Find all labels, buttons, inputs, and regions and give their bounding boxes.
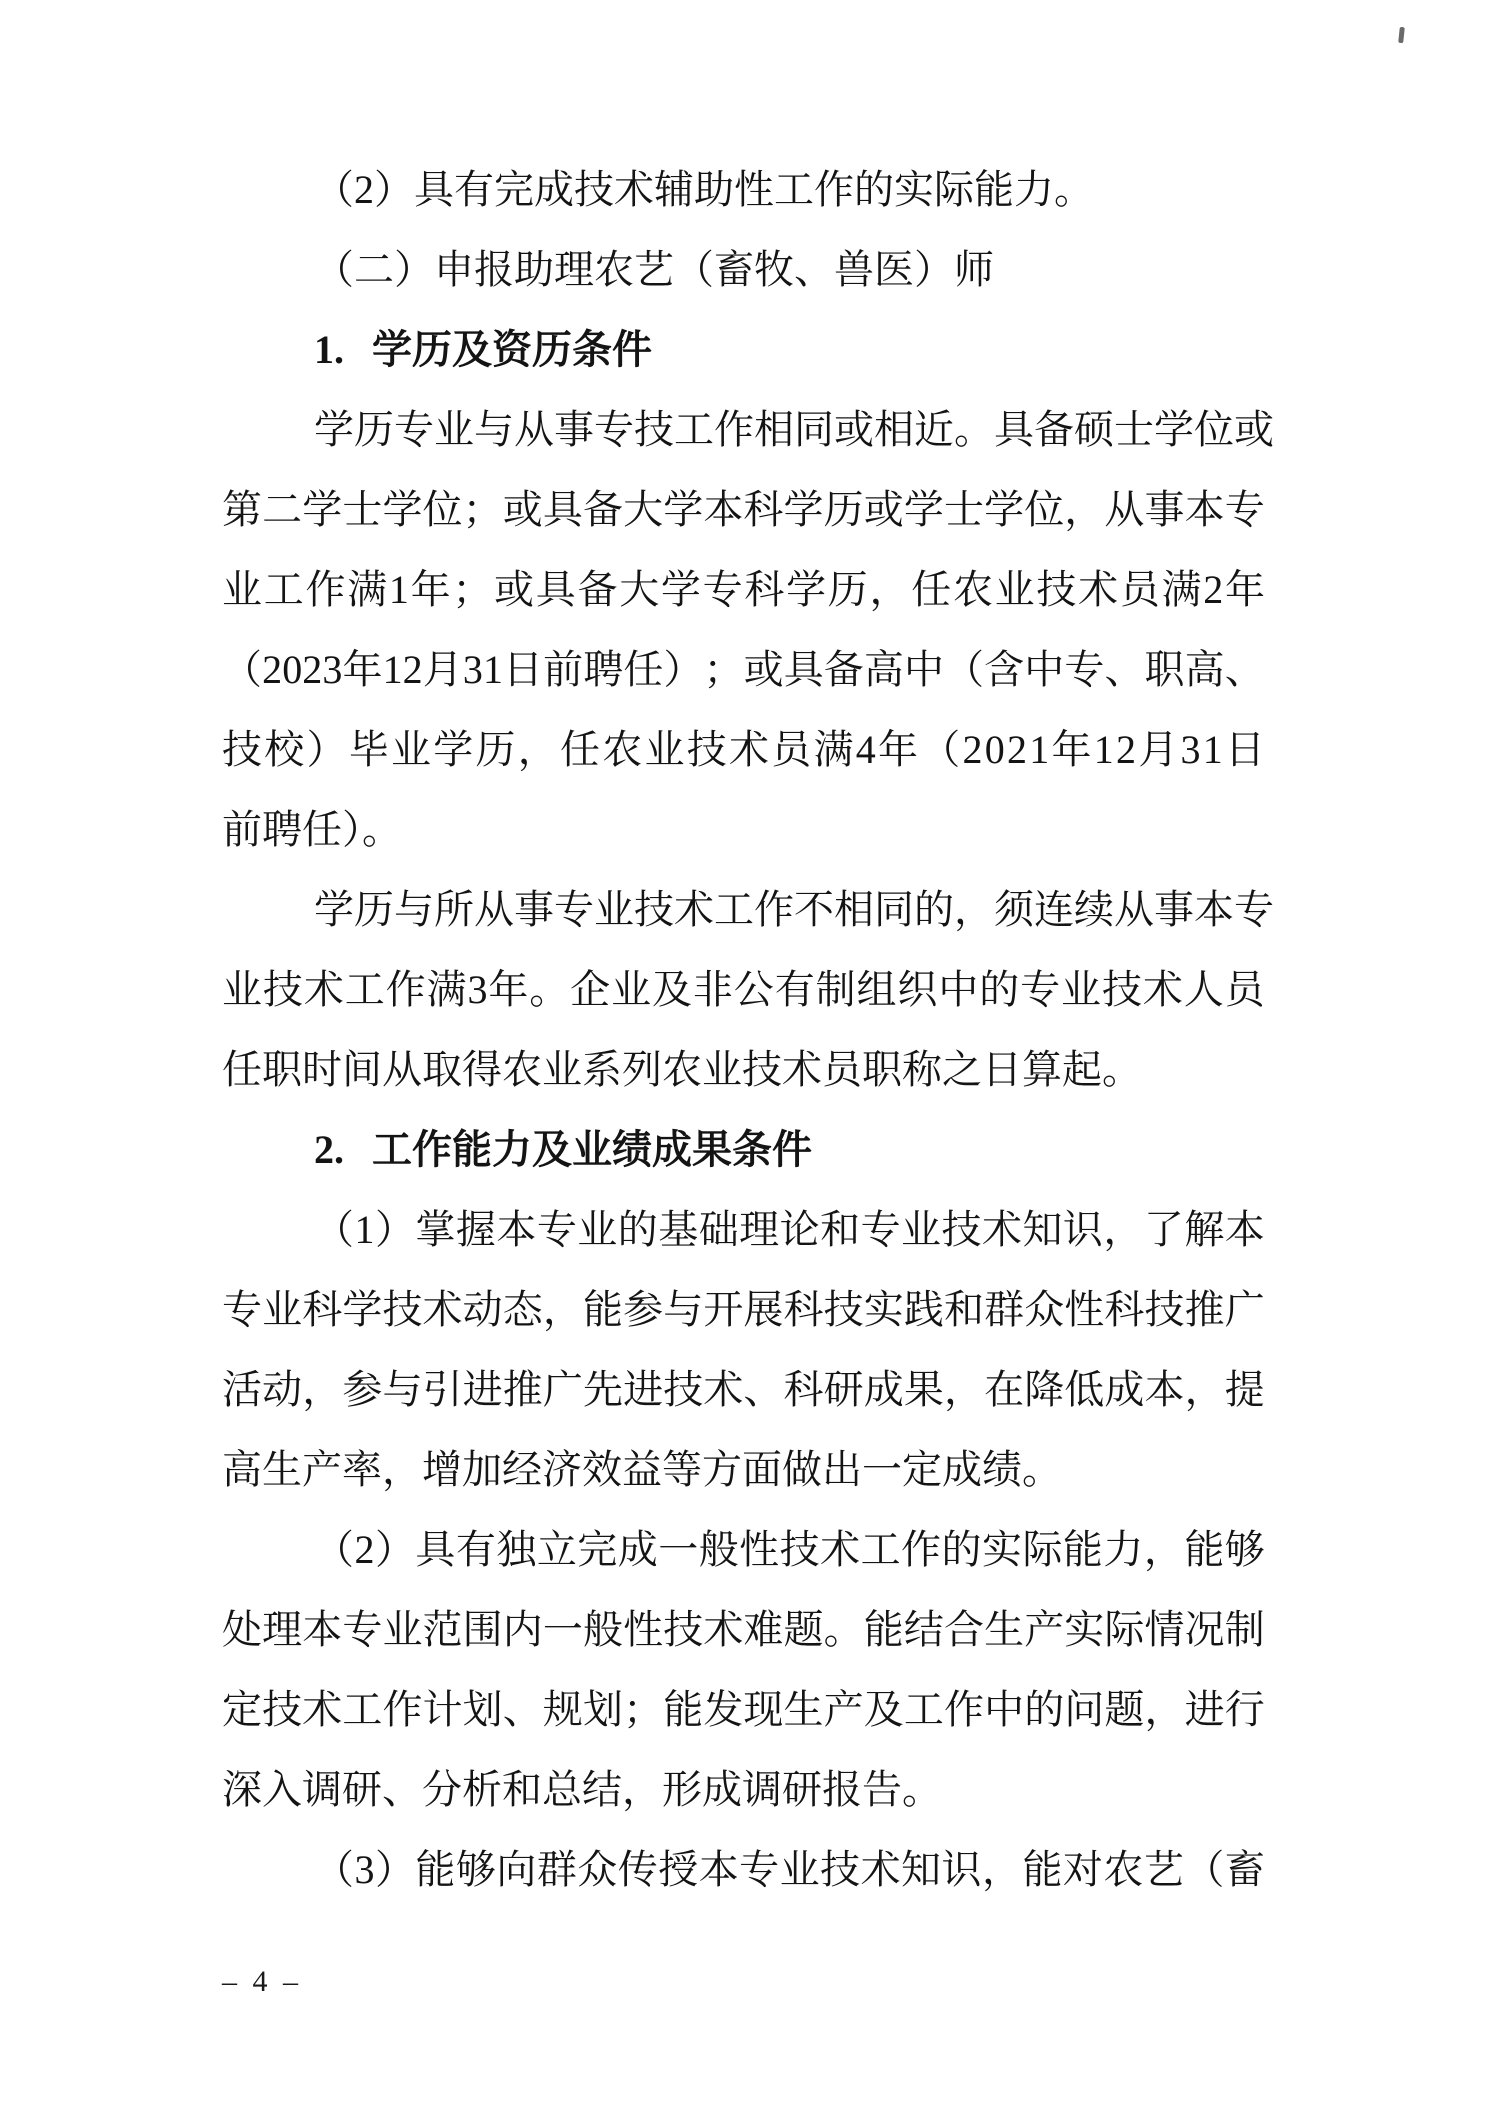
paragraph-line: （2）具有完成技术辅助性工作的实际能力。	[314, 167, 1094, 212]
paragraph-line: 处 理 本 专 业 范 围 内 一 般 性 技 术 难 题 。 能 结 合 生 产 实 际 情 况 制	[222, 1607, 1265, 1652]
document-text-block	[222, 150, 1274, 1910]
paragraph-line: （ 3 ） 能 够 向 群 众 传 授 本 专 业 技 术 知 识 ， 能 对 农 艺 （ 畜	[314, 1847, 1265, 1892]
paragraph-line: 第 二 学 士 学 位 ； 或 具 备 大 学 本 科 学 历 或 学 士 学 位 ， 从 事 本 专	[222, 487, 1265, 532]
paragraph-line: 深入调研、分析和总结，形成调研报告。	[222, 1767, 942, 1812]
paragraph-line: 业 工 作 满 1 年 ； 或 具 备 大 学 专 科 学 历 ， 任 农 业 技 术 员 满 2 年	[222, 567, 1265, 612]
paragraph-line: 学 历 专 业 与 从 事 专 技 工 作 相 同 或 相 近 。 具 备 硕 士 学 位 或	[314, 407, 1274, 452]
section-heading: 2. 工作能力及业绩成果条件	[314, 1127, 812, 1172]
paragraph-line: 任职时间从取得农业系列农业技术员职称之日算起。	[222, 1047, 1142, 1092]
paragraph-line: 高生产率，增加经济效益等方面做出一定成绩。	[222, 1447, 1062, 1492]
paragraph-line: 定 技 术 工 作 计 划 、 规 划 ； 能 发 现 生 产 及 工 作 中 的 问 题 ， 进 行	[222, 1687, 1265, 1732]
paragraph-line: 专 业 科 学 技 术 动 态 ， 能 参 与 开 展 科 技 实 践 和 群 众 性 科 技 推 广	[222, 1287, 1265, 1332]
paragraph-line: （ 2 0 2 3 年 1 2 月 3 1 日 前 聘 任 ） ； 或 具 备 高 中 （ 含 中 专 、 职 高 、	[222, 647, 1265, 692]
paragraph-line: 活 动 ， 参 与 引 进 推 广 先 进 技 术 、 科 研 成 果 ， 在 降 低 成 本 ， 提	[222, 1367, 1265, 1412]
scan-speck-mark	[1398, 27, 1405, 43]
page-number: – 4 –	[222, 1965, 302, 1998]
paragraph-line: 业 技 术 工 作 满 3 年 。 企 业 及 非 公 有 制 组 织 中 的 专 业 技 术 人 员	[222, 967, 1265, 1012]
paragraph-line: （二）申报助理农艺（畜牧、兽医）师	[314, 247, 994, 292]
section-heading: 1. 学历及资历条件	[314, 327, 652, 372]
paragraph-line: （ 1 ） 掌 握 本 专 业 的 基 础 理 论 和 专 业 技 术 知 识 ， 了 解 本	[314, 1207, 1265, 1252]
paragraph-line: 学 历 与 所 从 事 专 业 技 术 工 作 不 相 同 的 ， 须 连 续 从 事 本 专	[314, 887, 1274, 932]
paragraph-line: （ 2 ） 具 有 独 立 完 成 一 般 性 技 术 工 作 的 实 际 能 力 ， 能 够	[314, 1527, 1265, 1572]
paragraph-line: 技 校 ） 毕 业 学 历 ， 任 农 业 技 术 员 满 4 年 （ 2 0 2 1 年 1 2 月 3 1 日	[222, 727, 1265, 772]
paragraph-line: 前聘任）。	[222, 807, 402, 852]
